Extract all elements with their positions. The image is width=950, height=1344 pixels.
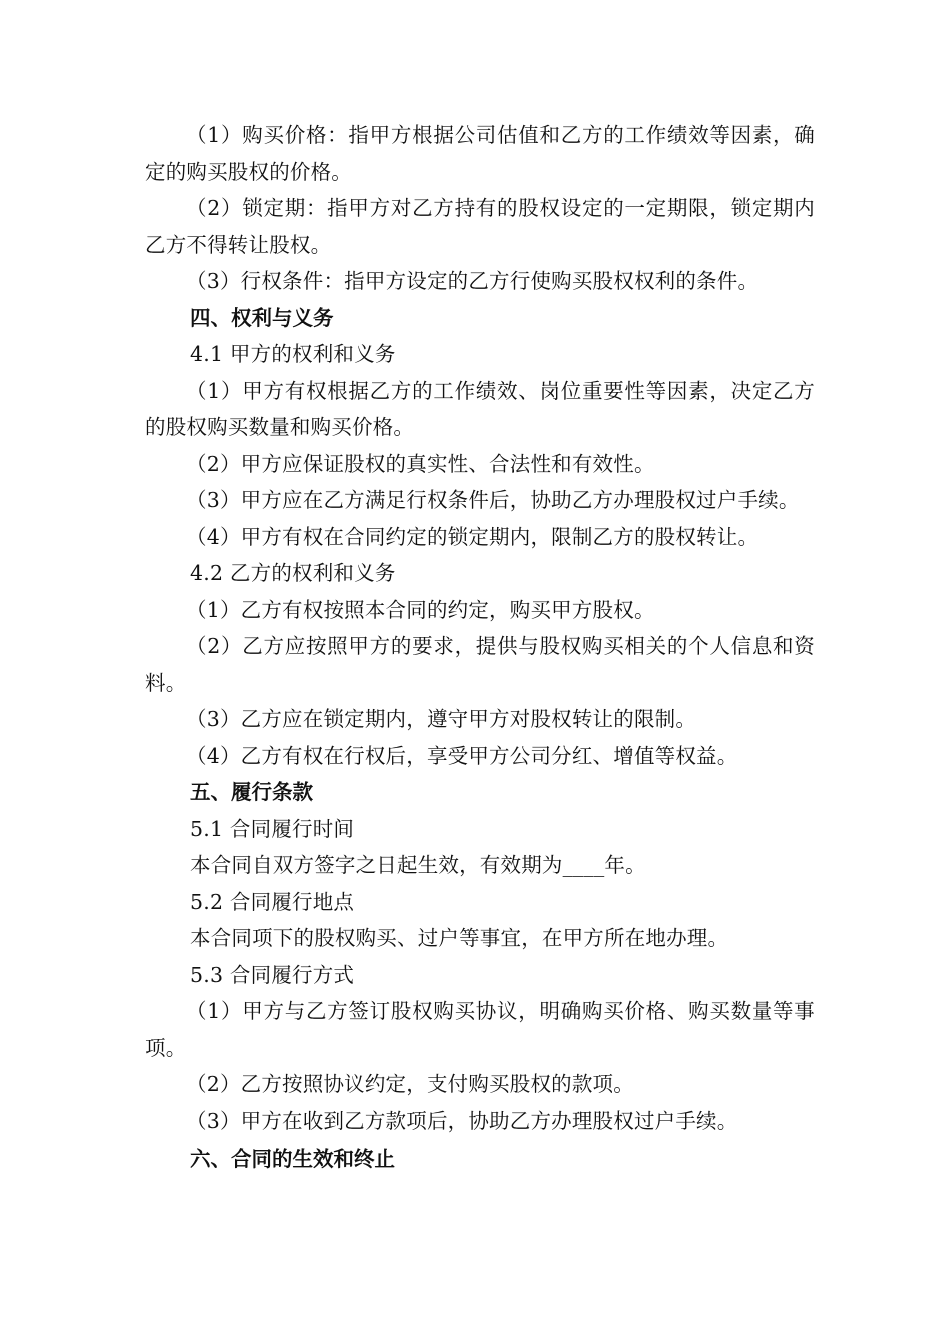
- clause-4-1-2: （2）甲方应保证股权的真实性、合法性和有效性。: [186, 451, 655, 476]
- subsection-5-2-title: 5.2 合同履行地点: [190, 889, 355, 914]
- clause-4-2-2: （2）乙方应按照甲方的要求，提供与股权购买相关的个人信息和资料。: [145, 634, 815, 695]
- clause-5-3-2: （2）乙方按照协议约定，支付购买股权的款项。: [186, 1072, 634, 1096]
- section-heading-performance: 五、履行条款: [190, 780, 313, 804]
- subsection-4-2-title: 4.2 乙方的权利和义务: [190, 561, 396, 585]
- clause-5-2-text: 本合同项下的股权购买、过户等事宜，在甲方所在地办理。: [190, 926, 729, 950]
- document-body: [145, 117, 815, 1178]
- section-heading-effect-termination: 六、合同的生效和终止: [190, 1147, 395, 1171]
- subsection-5-1-title: 5.1 合同履行时间: [190, 816, 355, 841]
- clause-5-3-1: （1）甲方与乙方签订股权购买协议，明确购买价格、购买数量等事项。: [145, 999, 815, 1060]
- subsection-5-3-title: 5.3 合同履行方式: [190, 962, 355, 987]
- clause-4-1-1: （1）甲方有权根据乙方的工作绩效、岗位重要性等因素，决定乙方的股权购买数量和购买价格。: [145, 378, 815, 439]
- clause-4-1-3: （3）甲方应在乙方满足行权条件后，协助乙方办理股权过户手续。: [186, 488, 800, 512]
- subsection-4-1-title: 4.1 甲方的权利和义务: [190, 342, 396, 366]
- clause-4-2-1: （1）乙方有权按照本合同的约定，购买甲方股权。: [186, 597, 655, 622]
- clause-4-1-4: （4）甲方有权在合同约定的锁定期内，限制乙方的股权转让。: [186, 524, 759, 549]
- section-heading-rights-obligations: 四、权利与义务: [190, 305, 334, 330]
- clause-4-2-3: （3）乙方应在锁定期内，遵守甲方对股权转让的限制。: [186, 707, 697, 731]
- clause-exercise-conditions: （3）行权条件：指甲方设定的乙方行使购买股权权利的条件。: [186, 269, 759, 293]
- clause-4-2-4: （4）乙方有权在行权后，享受甲方公司分红、增值等权益。: [186, 743, 738, 768]
- clause-lock-period: （2）锁定期：指甲方对乙方持有的股权设定的一定期限，锁定期内乙方不得转让股权。: [145, 196, 815, 257]
- clause-5-3-3: （3）甲方在收到乙方款项后，协助乙方办理股权过户手续。: [186, 1108, 738, 1133]
- clause-purchase-price: （1）购买价格：指甲方根据公司估值和乙方的工作绩效等因素，确定的购买股权的价格。: [145, 123, 815, 184]
- clause-5-1-text: 本合同自双方签字之日起生效，有效期为____年。: [190, 853, 646, 877]
